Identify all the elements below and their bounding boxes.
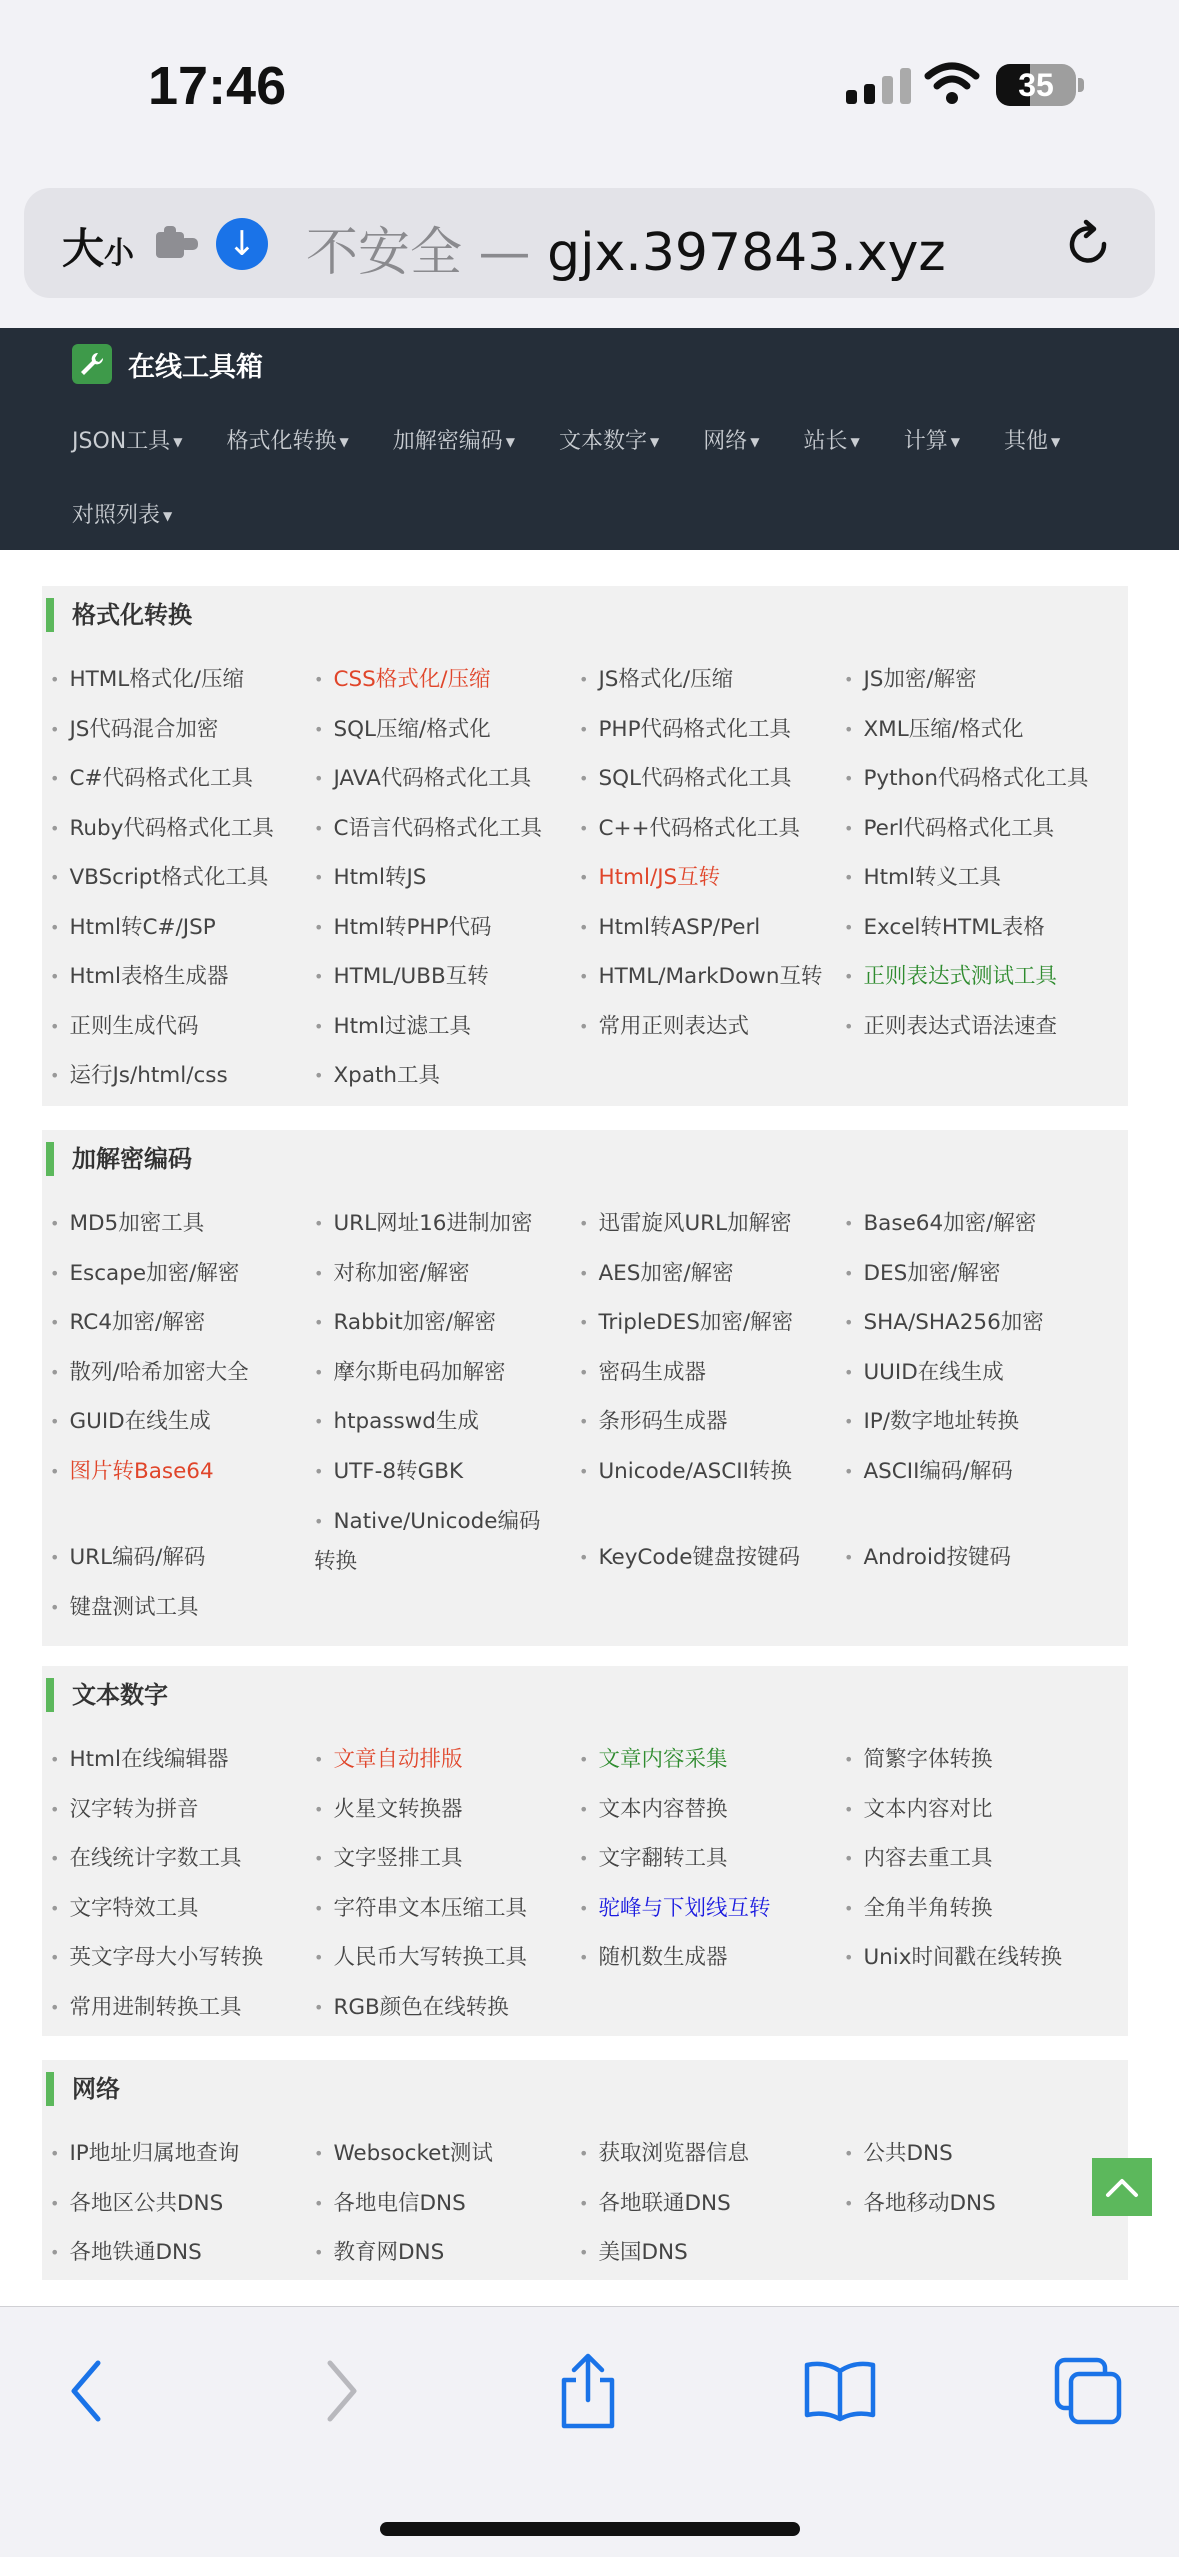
nav-item-encode[interactable]	[393, 424, 515, 455]
tool-link[interactable]: • URL网址16进制加密	[314, 1208, 532, 1240]
tool-link[interactable]: • AES加密/解密	[579, 1258, 734, 1290]
tool-link[interactable]: • ASCII编码/解码	[844, 1456, 1013, 1488]
caret-down-icon: ▼	[950, 435, 960, 449]
nav-label: 站长	[803, 429, 848, 454]
section-encode	[42, 1130, 1128, 1646]
wrench-icon	[72, 344, 112, 384]
tool-link[interactable]: • RC4加密/解密	[50, 1307, 205, 1339]
tool-link[interactable]: • CSS格式化/压缩	[314, 664, 491, 696]
nav-item-text[interactable]	[559, 424, 659, 455]
tabs-icon	[1053, 2356, 1123, 2426]
nav-label: 其他	[1003, 429, 1048, 454]
tool-link[interactable]: • Android按键码	[844, 1542, 1011, 1574]
caret-down-icon: ▼	[750, 435, 760, 449]
tool-link[interactable]: • Html转义工具	[844, 862, 1001, 894]
section-format	[42, 586, 1128, 1106]
tool-link[interactable]: • 人民币大写转换工具	[314, 1942, 527, 1974]
tool-link[interactable]: • 火星文转换器	[314, 1794, 462, 1826]
tool-link[interactable]: • JAVA代码格式化工具	[314, 763, 531, 795]
tool-link[interactable]: • 各地区公共DNS	[50, 2188, 223, 2220]
tool-link[interactable]: • URL编码/解码	[50, 1542, 205, 1574]
tool-link[interactable]: • 各地移动DNS	[844, 2188, 996, 2220]
tool-link[interactable]: • Escape加密/解密	[50, 1258, 239, 1290]
tool-link[interactable]: • Html在线编辑器	[50, 1744, 228, 1776]
section-title: 网络	[46, 2072, 120, 2106]
url-separator: —	[462, 223, 548, 283]
chevron-left-icon	[66, 2359, 106, 2423]
tool-link[interactable]: • Websocket测试	[314, 2138, 493, 2170]
text-size-button[interactable]	[62, 216, 134, 276]
download-icon[interactable]: ↓	[216, 218, 268, 270]
tool-link[interactable]: • Html表格生成器	[50, 961, 228, 993]
tool-link[interactable]: • TripleDES加密/解密	[579, 1307, 793, 1339]
tool-link[interactable]: • 正则表达式语法速查	[844, 1011, 1057, 1043]
caret-down-icon: ▼	[649, 435, 660, 449]
url-domain: gjx.397843.xyz	[547, 223, 946, 283]
cellular-signal-icon	[846, 68, 911, 104]
tool-link[interactable]: • 键盘测试工具	[50, 1592, 198, 1624]
nav-row	[72, 424, 1104, 455]
tool-link[interactable]: • htpasswd生成	[314, 1406, 479, 1438]
tool-link[interactable]: • PHP代码格式化工具	[579, 714, 791, 746]
tool-link[interactable]: • Html转ASP/Perl	[579, 912, 760, 944]
site-brand[interactable]	[72, 344, 263, 384]
tool-link[interactable]: • IP/数字地址转换	[844, 1406, 1019, 1438]
tool-link[interactable]: • SQL压缩/格式化	[314, 714, 491, 746]
wifi-icon	[924, 62, 980, 106]
tool-link[interactable]: • 字符串文本压缩工具	[314, 1893, 527, 1925]
nav-item-network[interactable]	[703, 424, 759, 455]
tool-link[interactable]: • UUID在线生成	[844, 1357, 1004, 1389]
section-title: 格式化转换	[46, 598, 192, 632]
section-title: 加解密编码	[46, 1142, 192, 1176]
tool-link[interactable]: • 美国DNS	[579, 2237, 688, 2269]
book-icon	[803, 2359, 877, 2423]
tool-link[interactable]: • MD5加密工具	[50, 1208, 204, 1240]
tool-link[interactable]: • 密码生成器	[579, 1357, 706, 1389]
tool-link[interactable]: • 文章自动排版	[314, 1744, 462, 1776]
tool-link[interactable]: • HTML格式化/压缩	[50, 664, 244, 696]
tool-link[interactable]: • IP地址归属地查询	[50, 2138, 239, 2170]
caret-down-icon: ▼	[163, 509, 173, 523]
home-indicator	[380, 2522, 800, 2536]
tool-link[interactable]: • Unicode/ASCII转换	[579, 1456, 792, 1488]
tool-link[interactable]: • KeyCode键盘按键码	[579, 1542, 800, 1574]
nav-label: 计算	[903, 429, 948, 454]
tool-link[interactable]: • 文字竖排工具	[314, 1843, 462, 1875]
bookmarks-button[interactable]	[800, 2351, 880, 2431]
caret-down-icon: ▼	[339, 435, 349, 449]
text-size-small: 小	[104, 236, 135, 271]
tool-link[interactable]: • Html转PHP代码	[314, 912, 492, 944]
insecure-label: 不安全	[306, 223, 463, 283]
tool-link[interactable]: • 文章内容采集	[579, 1744, 727, 1776]
battery-level: 35	[1018, 66, 1054, 103]
section-title: 文本数字	[46, 1678, 168, 1712]
tool-link[interactable]: • 正则生成代码	[50, 1011, 198, 1043]
tool-link[interactable]: • Excel转HTML表格	[844, 912, 1045, 944]
tool-link[interactable]: • Native/Unicode编码转换	[314, 1502, 544, 1582]
back-button[interactable]	[46, 2351, 126, 2431]
tool-link[interactable]: • C#代码格式化工具	[50, 763, 253, 795]
web-page	[0, 328, 1179, 2306]
status-bar	[0, 0, 1179, 175]
tool-link[interactable]: • 运行Js/html/css	[50, 1060, 228, 1092]
tool-link[interactable]: • UTF-8转GBK	[314, 1456, 463, 1488]
caret-down-icon: ▼	[1050, 435, 1061, 449]
reload-icon[interactable]	[1060, 216, 1116, 272]
tool-link[interactable]: • Html转C#/JSP	[50, 912, 216, 944]
tool-link[interactable]: • Html过滤工具	[314, 1011, 471, 1043]
chevron-up-icon	[1105, 2176, 1139, 2198]
status-time: 17:46	[148, 56, 287, 116]
nav-item-calc[interactable]	[904, 424, 960, 455]
tool-link[interactable]: • Perl代码格式化工具	[844, 813, 1054, 845]
nav-label: 对照列表	[72, 503, 161, 528]
site-navbar	[0, 328, 1179, 550]
brand-title: 在线工具箱	[128, 351, 263, 383]
tool-link[interactable]: • Xpath工具	[314, 1060, 440, 1092]
nav-label: 加解密编码	[392, 429, 503, 454]
nav-item-reference[interactable]	[72, 498, 172, 529]
tool-link[interactable]: • 文本内容对比	[844, 1794, 992, 1826]
tool-link[interactable]: • DES加密/解密	[844, 1258, 1000, 1290]
tool-link[interactable]: • 各地铁通DNS	[50, 2237, 202, 2269]
share-button[interactable]	[548, 2351, 628, 2431]
nav-item-other[interactable]	[1004, 424, 1060, 455]
nav-item-json[interactable]	[72, 424, 182, 455]
tabs-button[interactable]	[1048, 2351, 1128, 2431]
text-size-large: 大	[62, 224, 105, 273]
nav-label: 格式化转换	[226, 429, 337, 454]
browser-toolbar	[0, 2306, 1179, 2557]
tool-link[interactable]: • 对称加密/解密	[314, 1258, 470, 1290]
nav-item-format[interactable]	[226, 424, 348, 455]
tool-link[interactable]: • SQL代码格式化工具	[579, 763, 792, 795]
tool-link[interactable]: • 获取浏览器信息	[579, 2138, 749, 2170]
forward-button[interactable]	[302, 2351, 382, 2431]
tool-link[interactable]: • XML压缩/格式化	[844, 714, 1023, 746]
tool-link[interactable]: • JS代码混合加密	[50, 714, 218, 746]
nav-label: 网络	[703, 429, 748, 454]
tool-link[interactable]: • 文字特效工具	[50, 1893, 198, 1925]
nav-label: 文本数字	[558, 429, 647, 454]
nav-label: JSON工具	[72, 429, 171, 454]
tool-link[interactable]: • 正则表达式测试工具	[844, 961, 1057, 993]
address-bar[interactable]	[24, 188, 1155, 298]
tool-link[interactable]: • Python代码格式化工具	[844, 763, 1088, 795]
nav-row	[72, 498, 216, 529]
section-network	[42, 2060, 1128, 2280]
tool-link[interactable]: • 公共DNS	[844, 2138, 953, 2170]
tool-link[interactable]: • 随机数生成器	[579, 1942, 727, 1974]
battery-tip	[1078, 78, 1084, 92]
tool-link[interactable]: • 内容去重工具	[844, 1843, 992, 1875]
tool-link[interactable]: • C++代码格式化工具	[579, 813, 800, 845]
tool-link[interactable]: • Unix时间戳在线转换	[844, 1942, 1062, 1974]
tool-link[interactable]: • 全角半角转换	[844, 1893, 992, 1925]
extension-icon[interactable]	[154, 226, 200, 262]
tool-link[interactable]: • 文字翻转工具	[579, 1843, 727, 1875]
caret-down-icon: ▼	[850, 435, 860, 449]
tool-link[interactable]: • GUID在线生成	[50, 1406, 211, 1438]
tool-link[interactable]: • 教育网DNS	[314, 2237, 444, 2269]
tool-link[interactable]: • 图片转Base64	[50, 1456, 214, 1488]
tool-link[interactable]: • 各地电信DNS	[314, 2188, 466, 2220]
tool-link[interactable]: • HTML/UBB互转	[314, 961, 489, 993]
battery-icon	[996, 64, 1076, 106]
tool-link[interactable]: • RGB颜色在线转换	[314, 1992, 509, 2024]
tool-link[interactable]: • Base64加密/解密	[844, 1208, 1036, 1240]
tool-link[interactable]: • 散列/哈希加密大全	[50, 1357, 249, 1389]
tool-link[interactable]: • Html/JS互转	[579, 862, 720, 894]
caret-down-icon: ▼	[505, 435, 515, 449]
chevron-right-icon	[322, 2359, 362, 2423]
tool-link[interactable]: • 各地联通DNS	[579, 2188, 731, 2220]
caret-down-icon: ▼	[173, 435, 183, 449]
tool-link[interactable]: • VBScript格式化工具	[50, 862, 268, 894]
tool-link[interactable]: • JS格式化/压缩	[579, 664, 733, 696]
tool-link[interactable]: • 常用进制转换工具	[50, 1992, 241, 2024]
url-text[interactable]	[306, 210, 946, 285]
tool-link[interactable]: • JS加密/解密	[844, 664, 977, 696]
tool-link[interactable]: • 英文字母大小写转换	[50, 1942, 263, 1974]
share-icon	[556, 2352, 620, 2430]
nav-item-webmaster[interactable]	[803, 424, 859, 455]
tool-link[interactable]: • 驼峰与下划线互转	[579, 1893, 770, 1925]
tool-link[interactable]: • 文本内容替换	[579, 1794, 727, 1826]
tool-link[interactable]: • 汉字转为拼音	[50, 1794, 198, 1826]
tool-link[interactable]: • Html转JS	[314, 862, 426, 894]
back-to-top-button[interactable]	[1092, 2158, 1152, 2216]
tool-link[interactable]: • 在线统计字数工具	[50, 1843, 241, 1875]
tool-link[interactable]: • 摩尔斯电码加解密	[314, 1357, 505, 1389]
tool-link[interactable]: • 条形码生成器	[579, 1406, 727, 1438]
tool-link[interactable]: • C语言代码格式化工具	[314, 813, 542, 845]
tool-link[interactable]: • Rabbit加密/解密	[314, 1307, 496, 1339]
tool-link[interactable]: • HTML/MarkDown互转	[579, 961, 822, 993]
tool-link[interactable]: • 简繁字体转换	[844, 1744, 992, 1776]
tool-link[interactable]: • 常用正则表达式	[579, 1011, 749, 1043]
tool-link[interactable]: • SHA/SHA256加密	[844, 1307, 1044, 1339]
tool-link[interactable]: • 迅雷旋风URL加解密	[579, 1208, 792, 1240]
section-text	[42, 1666, 1128, 2036]
tool-link[interactable]: • Ruby代码格式化工具	[50, 813, 274, 845]
